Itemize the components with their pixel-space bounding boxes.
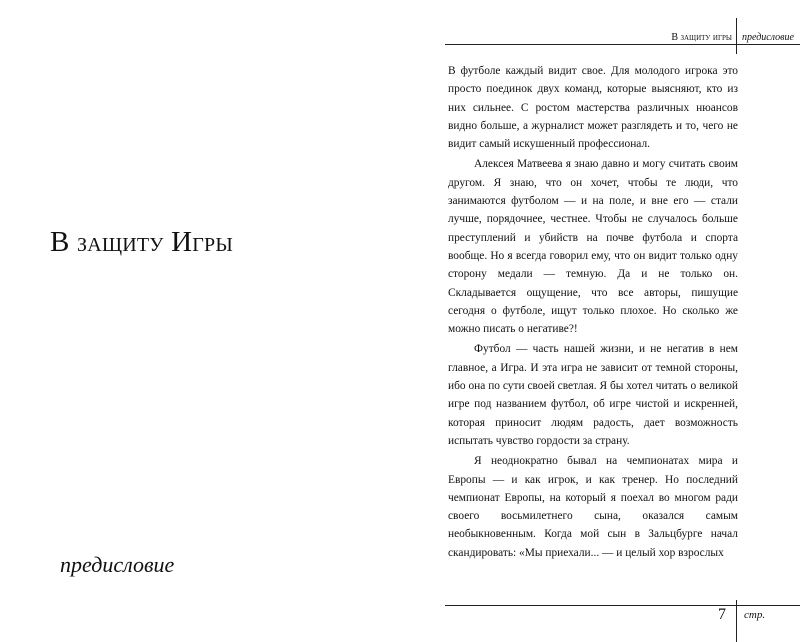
header-rule — [445, 44, 800, 45]
footer-rule — [445, 605, 800, 606]
running-header-chapter: предисловие — [742, 32, 794, 43]
running-header-section: В защиту игры — [671, 32, 732, 43]
paragraph-4: Я неоднократно бывал на чемпионатах мира и Европы — и как игрок, и как тренер. Но последний чемпионат Европы, на который я поехал во многом ради своего восьмилетнего сына, оказался самым необыкновенным. Когда мой сын в Зальцбурге начал скандировать: «Мы приехали... — и целый хор взрослых — [448, 455, 738, 559]
footer-divider — [736, 600, 737, 642]
page-number: 7 — [718, 606, 726, 623]
chapter-subtitle: предисловие — [60, 552, 175, 577]
header-divider — [736, 18, 737, 54]
chapter-title: В защиту Игры — [50, 226, 233, 258]
paragraph-1: В футболе каждый видит свое. Для молодого игрока это просто поединок двух команд, которые выясняют, кто из них сильнее. С ростом мастерства различных нюансов видно больше, а журналист может разглядеть и то, чего не видит самый искушенный профессионал. — [448, 65, 738, 151]
body-text — [448, 62, 738, 562]
paragraph-2: Алексея Матвеева я знаю давно и могу считать своим другом. Я знаю, что он хочет, чтобы те люди, что занимаются футболом — и на поле, и вне его — стали лучше, порядочнее, честнее. Чтобы не случалось больше преступлений и убийств на почве футбола и спорта вообще. Но я всегда говорил ему, что он видит только одну сторону медали — темную. Да и не только он. Складывается ощущение, что все авторы, пишущие сегодня о футболе, ищут только плохое. Но сколько же можно писать о негативе?! — [448, 158, 738, 336]
paragraph-3: Футбол — часть нашей жизни, и не негатив в нем главное, а Игра. И эта игра не зависит от темной стороны, ибо она по сути своей светлая. Я бы хотел читать о великой игре под названием футбол, об игре чистой и искренней, которая приносит людям радость, дает возможность испытать чувство гордости за страну. — [448, 343, 738, 447]
page-abbreviation: стр. — [744, 609, 766, 621]
